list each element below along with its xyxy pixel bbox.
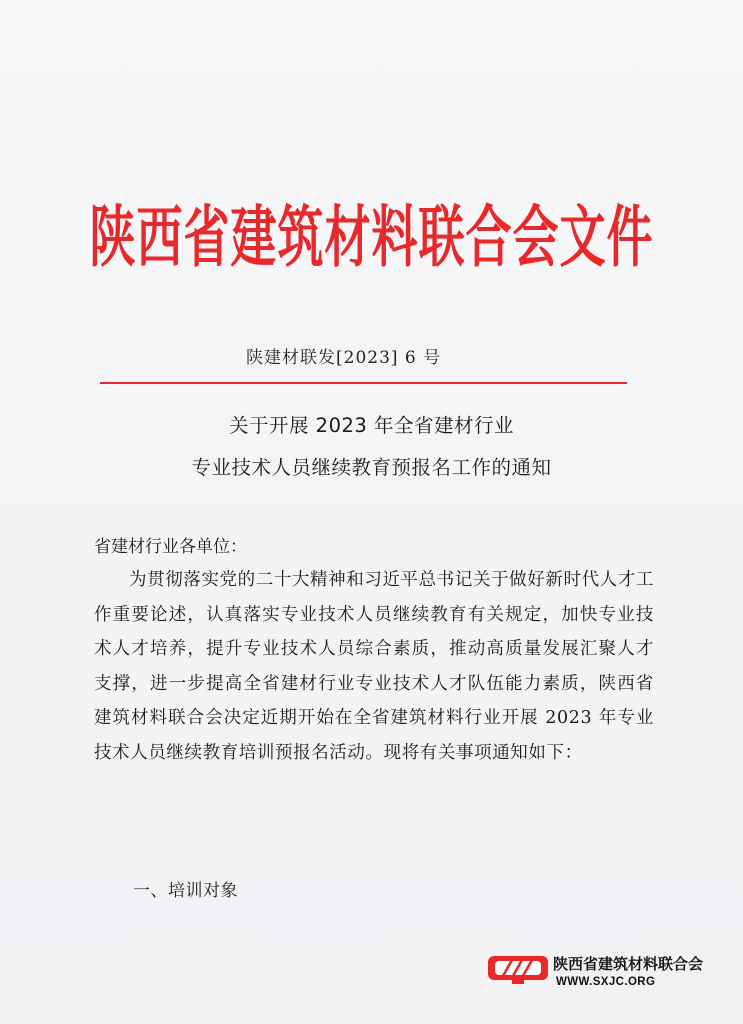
footer-org-name: 陕西省建筑材料联合会 xyxy=(553,955,704,973)
notice-subject-line2: 专业技术人员继续教育预报名工作的通知 xyxy=(191,456,552,479)
body-paragraph: 为贯彻落实党的二十大精神和习近平总书记关于做好新时代人才工作重要论述，认真落实专业技术人员继续教育有关规定，加快专业技术人才培养，提升专业技术人员综合素质，推动高质量发展汇聚人才支撑，进一步提高全省建材行业专业技术人才队伍能力素质，陕西省建筑材料联合会决定近期开始在全省建筑材料行业开展 2023 年专业技术人员继续教育培训预报名活动。现将有关事项通知如下： xyxy=(94,570,654,763)
notice-subject-line1: 关于开展 2023 年全省建材行业 xyxy=(228,414,515,437)
document-number: 陕建材联发[2023] 6 号 xyxy=(246,348,442,368)
letterhead-title: 陕西省建筑材料联合会文件 xyxy=(89,197,654,276)
salutation: 省建材行业各单位： xyxy=(94,537,247,557)
section-heading-1: 一、培训对象 xyxy=(133,881,238,901)
footer-website: WWW.SXJC.ORG xyxy=(556,976,656,988)
letterhead-divider xyxy=(100,382,627,384)
sxjc-logo-icon xyxy=(488,952,548,984)
